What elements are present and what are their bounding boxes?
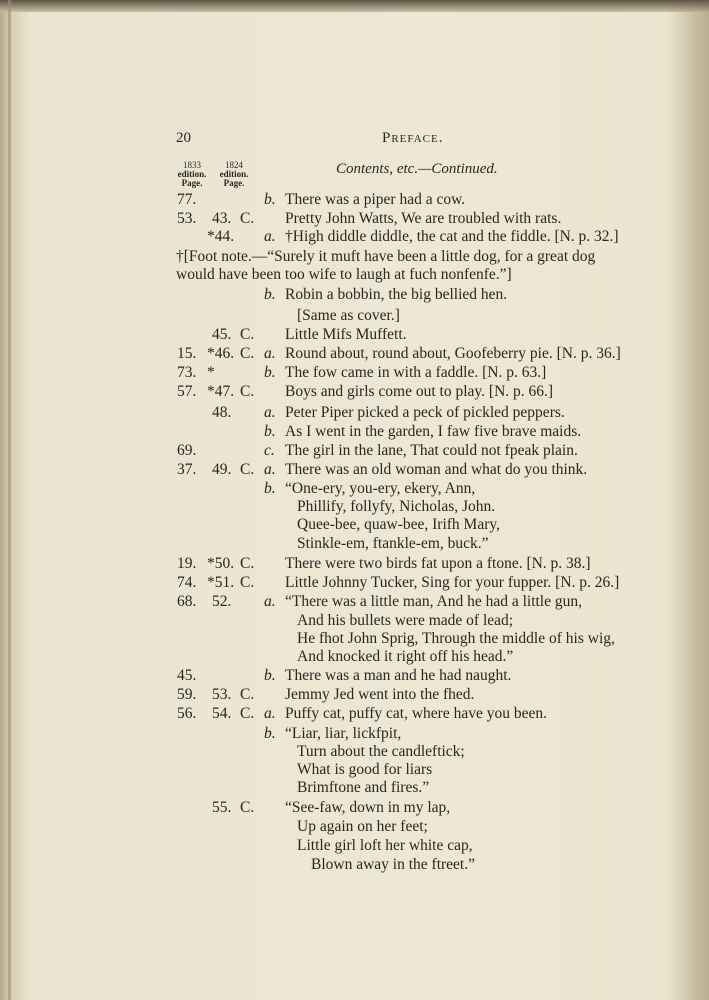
entry-text: Boys and girls come out to play. [N. p. 66.] xyxy=(285,383,554,400)
entry-letter: b. xyxy=(264,191,276,208)
cover-marker: C. xyxy=(240,210,255,227)
entry-text: The fow came in with a faddle. [N. p. 63.] xyxy=(285,364,547,381)
edition-1833-page: 77. xyxy=(177,191,197,208)
entry-text: Pretty John Watts, We are troubled with rats. xyxy=(285,210,562,227)
col-1833-page: Page. xyxy=(181,178,203,188)
page-top-shadow xyxy=(0,0,709,12)
entry-letter: c. xyxy=(264,442,275,459)
edition-1824-page: *46. xyxy=(207,345,235,362)
edition-1833-page: 45. xyxy=(177,667,197,684)
col-1824-edition: edition. xyxy=(219,169,249,179)
binding-edge xyxy=(8,0,11,1000)
cover-marker: C. xyxy=(240,326,255,343)
entry-text: Brimftone and fires.” xyxy=(297,779,430,796)
edition-1833-page: 19. xyxy=(177,555,197,572)
edition-1824-page: *47. xyxy=(207,383,235,400)
entry-text: would have been too wife to laugh at fuch nonfenfe.”] xyxy=(176,266,512,283)
entry-text: There was an old woman and what do you think. xyxy=(285,461,588,478)
edition-1833-page: 73. xyxy=(177,364,197,381)
edition-1824-page: 48. xyxy=(212,404,232,421)
col-1833-year: 1833 xyxy=(183,160,201,170)
entry-text: Turn about the candleftick; xyxy=(297,743,465,760)
entry-letter: b. xyxy=(264,423,276,440)
entry-text: Puffy cat, puffy cat, where have you been. xyxy=(285,705,547,722)
entry-text: †High diddle diddle, the cat and the fiddle. [N. p. 32.] xyxy=(285,228,619,245)
edition-1824-page: 52. xyxy=(212,593,232,610)
entry-text: “Liar, liar, lickfpit, xyxy=(285,725,402,742)
entry-text: [Same as cover.] xyxy=(297,307,400,324)
entry-text: Up again on her feet; xyxy=(297,818,428,835)
cover-marker: C. xyxy=(240,555,255,572)
entry-text: “There was a little man, And he had a little gun, xyxy=(285,593,582,610)
cover-marker: C. xyxy=(240,799,255,816)
entry-text: “See-faw, down in my lap, xyxy=(285,799,451,816)
cover-marker: C. xyxy=(240,345,255,362)
cover-marker: C. xyxy=(240,461,255,478)
entry-letter: b. xyxy=(264,667,276,684)
page-number: 20 xyxy=(176,130,191,146)
edition-1824-page: 55. xyxy=(212,799,232,816)
entry-text: Round about, round about, Goofeberry pie. [N. p. 36.] xyxy=(285,345,621,362)
entry-text: And his bullets were made of lead; xyxy=(297,612,514,629)
edition-1833-page: 57. xyxy=(177,383,197,400)
entry-letter: a. xyxy=(264,228,276,245)
edition-1824-page: 54. xyxy=(212,705,232,722)
entry-letter: a. xyxy=(264,461,276,478)
edition-1824-page: *44. xyxy=(207,228,235,245)
entry-letter: a. xyxy=(264,345,276,362)
entry-text: Robin a bobbin, the big bellied hen. xyxy=(285,286,508,303)
entry-text: And knocked it right off his head.” xyxy=(297,648,514,665)
entry-text: He fhot John Sprig, Through the middle of his wig, xyxy=(297,630,615,647)
entry-letter: b. xyxy=(264,480,276,497)
entry-text: There were two birds fat upon a ftone. [N. p. 38.] xyxy=(285,555,591,572)
edition-1833-page: 59. xyxy=(177,686,197,703)
entry-text: Stinkle-em, ftankle-em, buck.” xyxy=(297,535,489,552)
edition-1824-page: 53. xyxy=(212,686,232,703)
cover-marker: C. xyxy=(240,686,255,703)
entry-text: Little Mifs Muffett. xyxy=(285,326,407,343)
entry-text: What is good for liars xyxy=(297,761,433,778)
page-header-title: Preface. xyxy=(382,130,444,146)
entry-letter: a. xyxy=(264,593,276,610)
edition-1833-page: 37. xyxy=(177,461,197,478)
page-right-shade xyxy=(669,0,709,1000)
entry-letter: a. xyxy=(264,404,276,421)
entry-text: Jemmy Jed went into the fhed. xyxy=(285,686,475,703)
edition-1824-page: *50. xyxy=(207,555,235,572)
cover-marker: C. xyxy=(240,574,255,591)
col-1824-page: Page. xyxy=(223,178,245,188)
col-1833-edition: edition. xyxy=(177,169,207,179)
edition-1833-page: 69. xyxy=(177,442,197,459)
entry-text: Little Johnny Tucker, Sing for your fupper. [N. p. 26.] xyxy=(285,574,620,591)
edition-1833-page: 68. xyxy=(177,593,197,610)
edition-1824-page: *51. xyxy=(207,574,235,591)
entry-text: Phillify, follyfy, Nicholas, John. xyxy=(297,498,496,515)
entry-text: Quee-bee, quaw-bee, Irifh Mary, xyxy=(297,516,500,533)
cover-marker: C. xyxy=(240,383,255,400)
entry-text: The girl in the lane, That could not fpeak plain. xyxy=(285,442,578,459)
edition-1833-page: 56. xyxy=(177,705,197,722)
edition-1824-page: 43. xyxy=(212,210,232,227)
entry-letter: a. xyxy=(264,705,276,722)
entry-letter: b. xyxy=(264,364,276,381)
edition-1833-page: 74. xyxy=(177,574,197,591)
entry-text: Blown away in the ftreet.” xyxy=(311,856,475,873)
entry-text: †[Foot note.—“Surely it muft have been a little dog, for a great dog xyxy=(176,248,596,265)
entry-letter: b. xyxy=(264,286,276,303)
entry-text: As I went in the garden, I faw five brave maids. xyxy=(285,423,582,440)
edition-1833-page: 15. xyxy=(177,345,197,362)
edition-1824-page: 45. xyxy=(212,326,232,343)
entry-text: Little girl loft her white cap, xyxy=(297,837,473,854)
cover-marker: C. xyxy=(240,705,255,722)
edition-1824-page: 49. xyxy=(212,461,232,478)
col-1824-year: 1824 xyxy=(225,160,243,170)
edition-1833-page: 53. xyxy=(177,210,197,227)
entry-text: Peter Piper picked a peck of pickled peppers. xyxy=(285,404,565,421)
contents-heading: Contents, etc.—Continued. xyxy=(336,161,498,177)
entry-letter: b. xyxy=(264,725,276,742)
edition-1824-page: * xyxy=(207,364,215,381)
entry-text: There was a man and he had naught. xyxy=(285,667,512,684)
entry-text: There was a piper had a cow. xyxy=(285,191,466,208)
entry-text: “One-ery, you-ery, ekery, Ann, xyxy=(285,480,476,497)
